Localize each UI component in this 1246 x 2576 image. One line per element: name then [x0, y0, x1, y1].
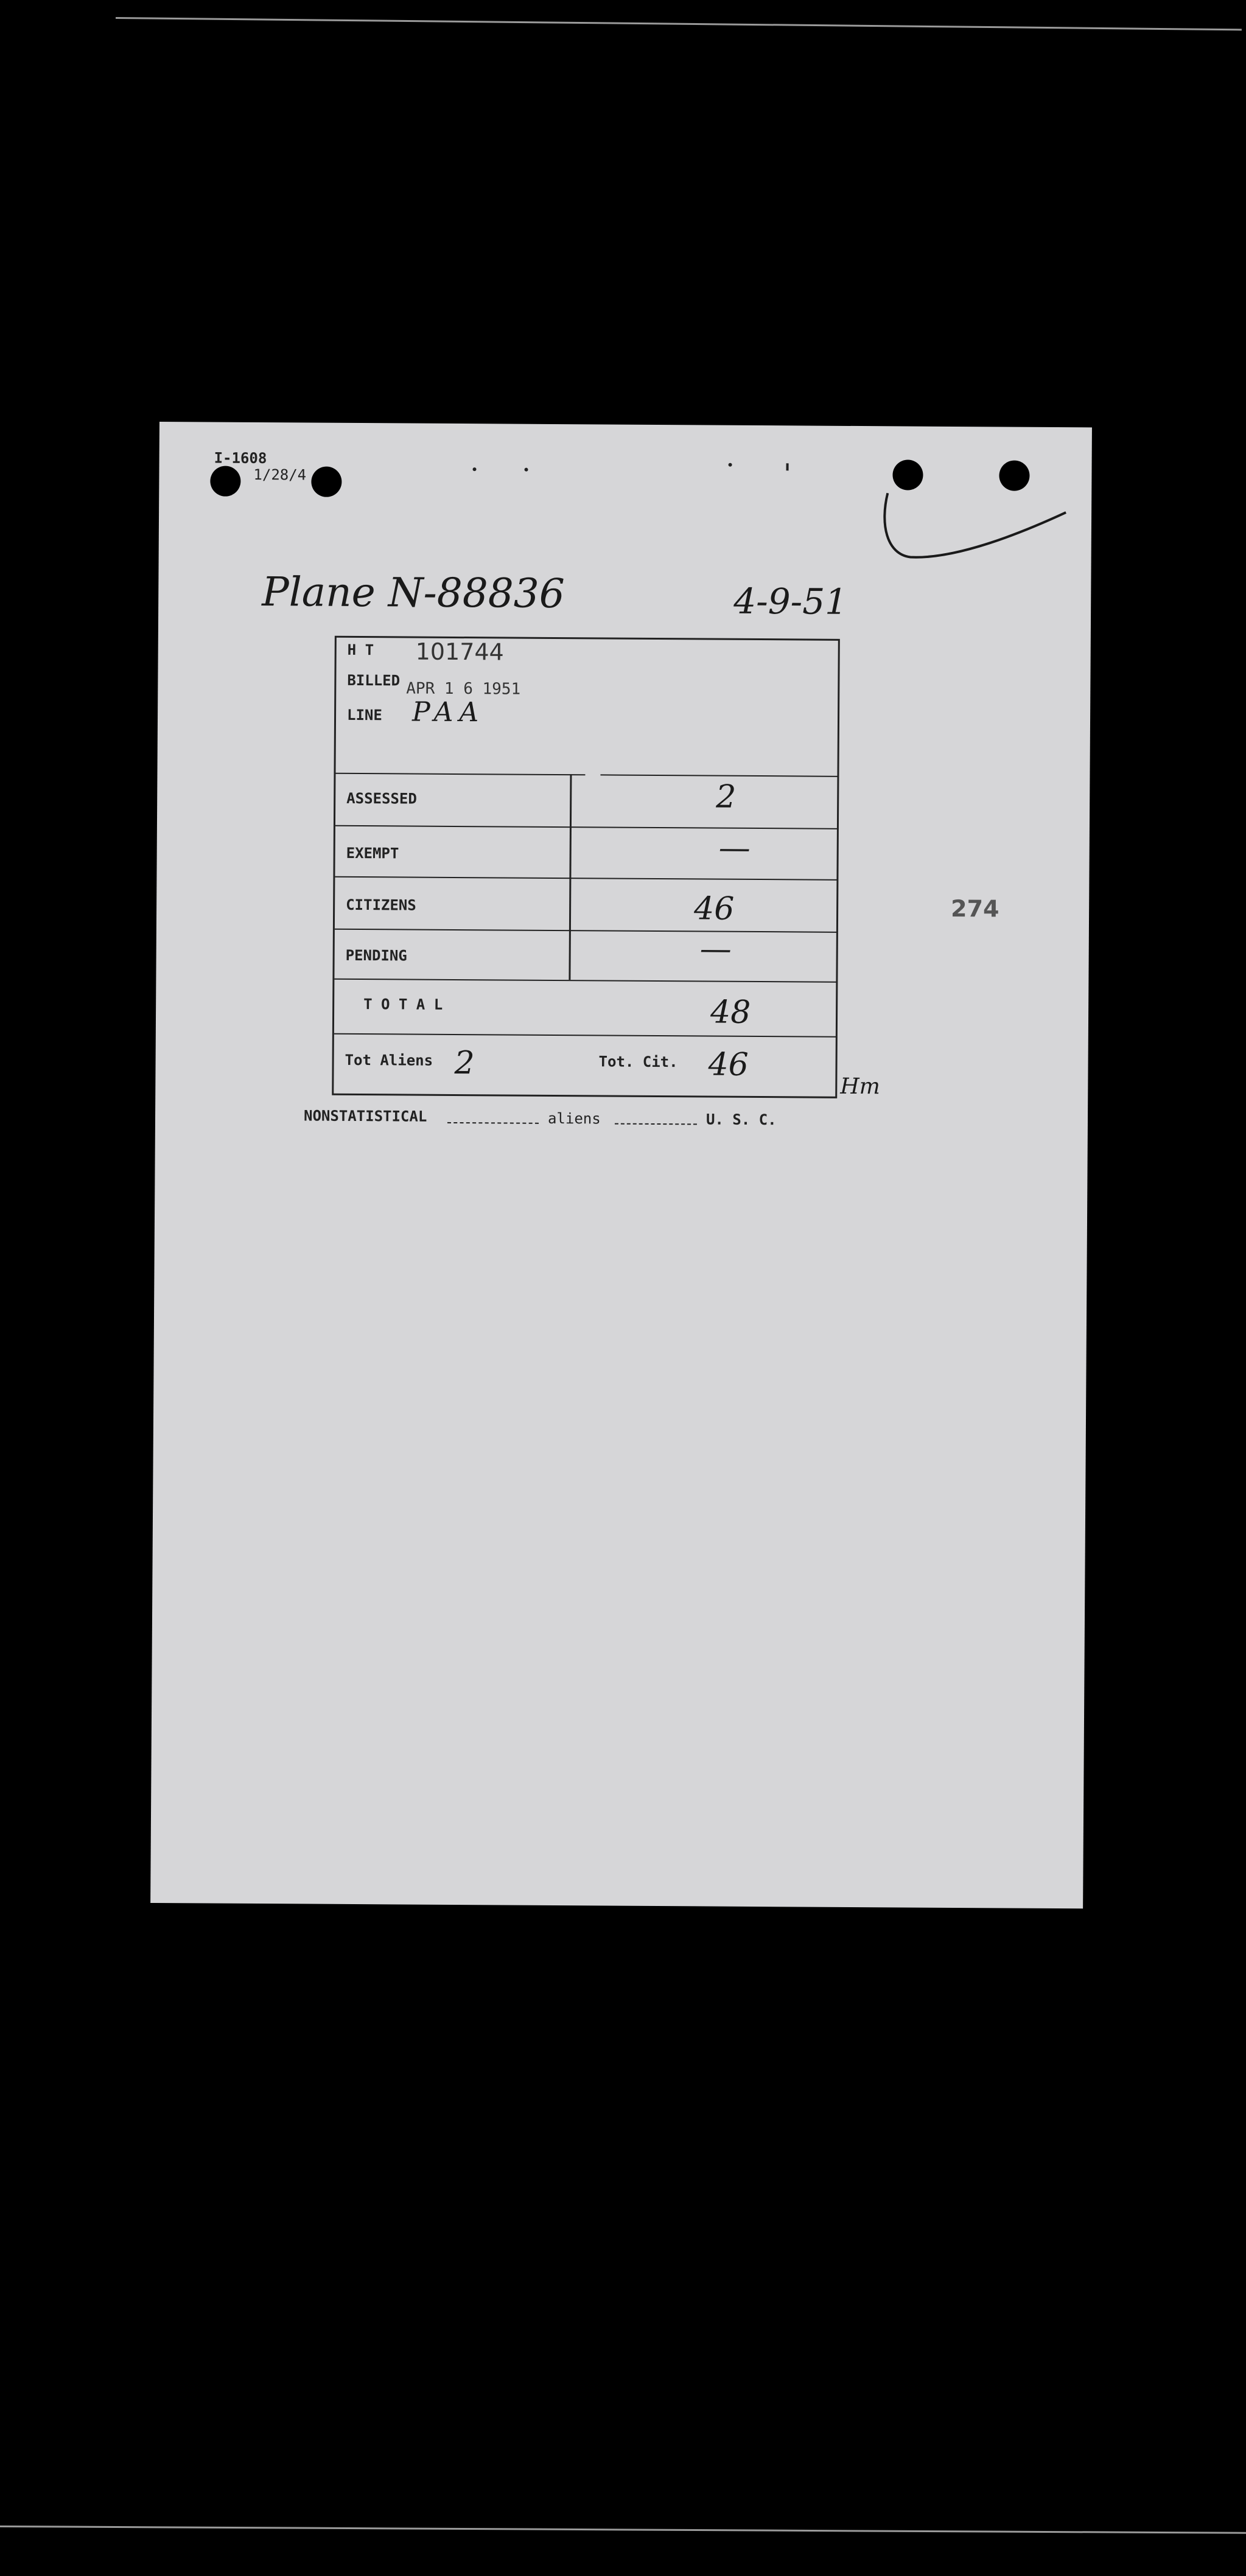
aliens-blank [615, 1123, 697, 1125]
form-code-line2: 1/28/4 [253, 466, 307, 484]
ht-label: H T [347, 641, 374, 659]
aliens-label: aliens [547, 1109, 601, 1128]
form-column-divider [569, 774, 572, 980]
tot-aliens-value: 2 [454, 1044, 475, 1082]
punch-hole [311, 467, 341, 497]
nonstatistical-label: NONSTATISTICAL [303, 1107, 427, 1125]
citizens-value: 46 [693, 890, 735, 927]
dot-mark [729, 463, 732, 467]
initials: Hm [840, 1073, 881, 1100]
nonstatistical-blank [447, 1122, 539, 1124]
punch-hole [210, 466, 240, 497]
header-date: 4-9-51 [733, 580, 848, 623]
scan-edge-top [116, 17, 1242, 30]
pending-label: PENDING [345, 946, 407, 965]
dot-mark [525, 468, 528, 472]
exempt-label: EXEMPT [346, 844, 399, 862]
check-mark-stroke [880, 487, 1069, 598]
assessed-value: 2 [716, 778, 737, 815]
pending-value: — [699, 930, 732, 968]
tot-cit-value: 46 [708, 1046, 749, 1083]
form-code-line1: I-1608 [214, 449, 267, 467]
form-rule [335, 773, 585, 776]
citizens-label: CITIZENS [346, 896, 416, 914]
tot-aliens-label: Tot Aliens [345, 1051, 433, 1069]
form-rule [600, 774, 838, 777]
exempt-value: — [718, 829, 751, 867]
form-rule [335, 825, 838, 829]
page-number: 274 [951, 895, 999, 923]
line-value: PAA [411, 696, 485, 728]
total-value: 48 [710, 994, 751, 1031]
form-rule [335, 876, 837, 881]
punch-hole [892, 459, 923, 490]
dot-mark [473, 467, 477, 471]
line-label: LINE [346, 706, 382, 724]
plane-number: Plane N-88836 [262, 568, 565, 618]
form-rule [334, 1033, 836, 1038]
document-card [150, 422, 1092, 1908]
scan-edge-bottom [0, 2525, 1246, 2534]
usc-label: U. S. C. [705, 1111, 777, 1129]
tot-cit-label: Tot. Cit. [598, 1053, 678, 1071]
billed-label: BILLED [347, 671, 401, 689]
dot-mark [786, 463, 789, 470]
ht-number: 101744 [415, 638, 504, 666]
form-rule [335, 929, 837, 933]
total-label: T O T A L [363, 996, 443, 1013]
form-rule [334, 979, 836, 983]
billed-date-stamp: APR 1 6 1951 [406, 679, 521, 699]
manifest-form [332, 636, 840, 1098]
assessed-label: ASSESSED [346, 789, 417, 808]
punch-hole [999, 460, 1029, 490]
